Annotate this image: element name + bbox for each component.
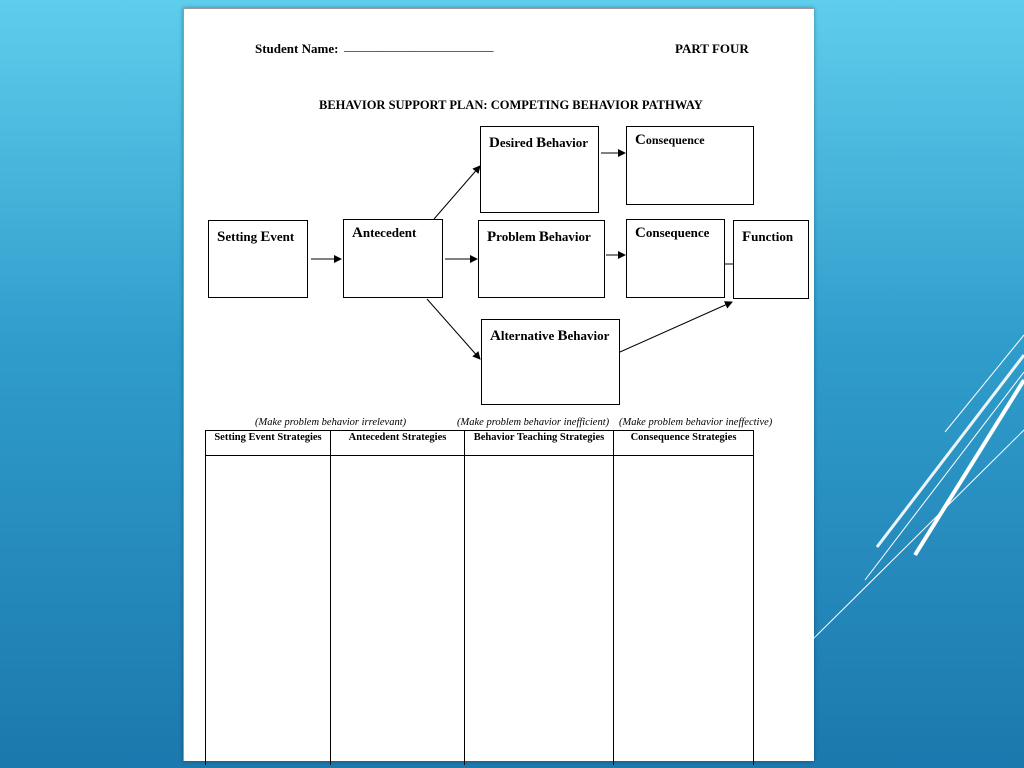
problem-consequence-box — [626, 219, 725, 298]
function-box — [733, 220, 809, 299]
alternative-behavior-label: Alternative Behavior — [490, 328, 610, 344]
col-setting-event-strategies: Setting Event Strategies — [206, 431, 331, 456]
note-ineffective: (Make problem behavior ineffective) — [619, 417, 773, 428]
problem-behavior-box — [478, 220, 605, 298]
desired-behavior-label: Desired Behavior — [489, 135, 588, 151]
setting-event-box — [208, 220, 308, 298]
col-behavior-teaching-strategies: Behavior Teaching Strategies — [465, 431, 614, 456]
desired-consequence-box — [626, 126, 754, 205]
strategy-header-row — [206, 431, 754, 456]
setting-event-label: Setting Event — [217, 229, 295, 245]
student-name-label: Student Name: — [255, 41, 339, 56]
problem-behavior-label: Problem Behavior — [487, 229, 591, 245]
strategy-entry-row — [206, 456, 754, 766]
antecedent-box — [343, 219, 443, 298]
col-antecedent-strategies: Antecedent Strategies — [331, 431, 465, 456]
problem-consequence-label: Consequence — [635, 225, 710, 241]
col-consequence-strategies: Consequence Strategies — [614, 431, 754, 456]
desired-behavior-box — [480, 126, 599, 213]
consequence-strategies-cell[interactable] — [614, 456, 754, 766]
alternative-behavior-box — [481, 319, 620, 405]
behavior-teaching-strategies-cell[interactable] — [465, 456, 614, 766]
note-inefficient: (Make problem behavior inefficient) — [457, 417, 610, 428]
strategy-table — [205, 430, 754, 765]
function-label: Function — [742, 229, 794, 245]
note-irrelevant: (Make problem behavior irrelevant) — [255, 417, 407, 428]
behavior-plan-document — [183, 8, 814, 761]
antecedent-strategies-cell[interactable] — [331, 456, 465, 766]
setting-event-strategies-cell[interactable] — [206, 456, 331, 766]
student-name-blank: _______________________ — [344, 38, 494, 53]
desired-consequence-label: Consequence — [635, 132, 705, 148]
antecedent-label: Antecedent — [352, 225, 417, 241]
part-label: PART FOUR — [675, 41, 749, 56]
page-title: BEHAVIOR SUPPORT PLAN: COMPETING BEHAVIOR PATHWAY — [319, 98, 703, 112]
